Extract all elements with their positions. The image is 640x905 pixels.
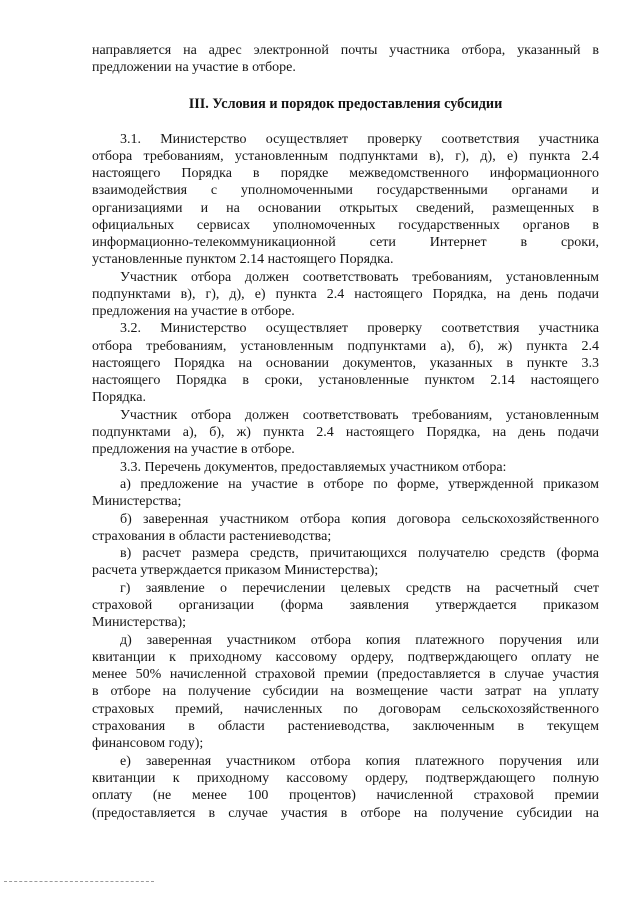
text-line: официальных сервисах уполномоченных государственных органов в [92,218,599,233]
text-line: б) заверенная участником отбора копия договора сельскохозяйственного [120,512,599,527]
text-line: квитанции к приходному кассовому ордеру, подтверждающего оплату не [92,650,599,665]
text-line: Министерства; [92,494,182,509]
text-line: подпунктами в), г), д), е) пункта 2.4 настоящего Порядка, на день подачи [92,287,599,302]
text-line: в) расчет размера средств, причитающихся получателю средств (форма [120,546,599,561]
text-line: предложении на участие в отборе. [92,60,296,75]
text-line: отбора требованиям, установленным подпунктами а), б), ж) пункта 2.4 [92,339,599,354]
text-line: страховых премий, начисленных по договорам сельскохозяйственного [92,702,599,717]
text-line: страхования в области растениеводства; [92,529,332,544]
text-line: предложения на участие в отборе. [92,304,295,319]
text-line: организациями и на основании открытых сведений, размещенных в [92,201,599,216]
text-line: квитанции к приходному кассовому ордеру, подтверждающего полную [92,771,599,786]
text-line: направляется на адрес электронной почты участника отбора, указанный в [92,43,599,58]
text-line: а) предложение на участие в отборе по форме, утвержденной приказом [120,477,599,492]
text-line: страховой организации (форма заявления утверждается приказом [92,598,599,613]
section-heading: III. Условия и порядок предоставления субсидии [188,96,503,112]
text-line: 3.2. Министерство осуществляет проверку соответствия участника [120,321,599,336]
text-line: установленные пунктом 2.14 настоящего Порядка. [92,252,394,267]
text-line: настоящего Порядка в порядке межведомственного информационного [92,166,599,181]
text-line: 3.1. Министерство осуществляет проверку соответствия участника [120,132,599,147]
text-line: страхования в области растениеводства, заключенным в текущем [92,719,599,734]
text-line: настоящего Порядка в сроки, установленные пунктом 2.14 настоящего [92,373,599,388]
footer-divider [4,881,154,882]
text-line: Министерства); [92,615,186,630]
text-line: г) заявление о перечислении целевых средств на расчетный счет [120,581,599,596]
text-line: (предоставляется в случае участия в отборе на получение субсидии на [92,806,599,821]
text-line: расчета утверждается приказом Министерства); [92,563,379,578]
text-line: отбора требованиям, установленным подпунктами в), г), д), е) пункта 2.4 [92,149,599,164]
text-line: оплату (не менее 100 процентов) начисленной страховой премии [92,788,599,803]
text-line: Порядка. [92,390,146,405]
text-line: Участник отбора должен соответствовать требованиям, установленным [120,270,599,285]
text-line: финансовом году); [92,736,204,751]
text-line: менее 50% начисленной страховой премии (предоставляется в случае участия [92,667,599,682]
text-line: информационно-телекоммуникационной сети Интернет в сроки, [92,235,599,250]
text-line: настоящего Порядка на основании документов, указанных в пункте 3.3 [92,356,599,371]
text-line: е) заверенная участником отбора копия платежного поручения или [120,754,599,769]
text-line: 3.3. Перечень документов, предоставляемых участником отбора: [120,460,507,475]
text-line: подпунктами а), б), ж) пункта 2.4 настоящего Порядка, на день подачи [92,425,599,440]
text-line: Участник отбора должен соответствовать требованиям, установленным [120,408,599,423]
text-line: предложения на участие в отборе. [92,442,295,457]
text-line: д) заверенная участником отбора копия платежного поручения или [120,633,599,648]
text-line: взаимодействия с уполномоченными государственными органами и [92,183,599,198]
text-line: в отборе на получение субсидии на возмещение части затрат на уплату [92,684,599,699]
